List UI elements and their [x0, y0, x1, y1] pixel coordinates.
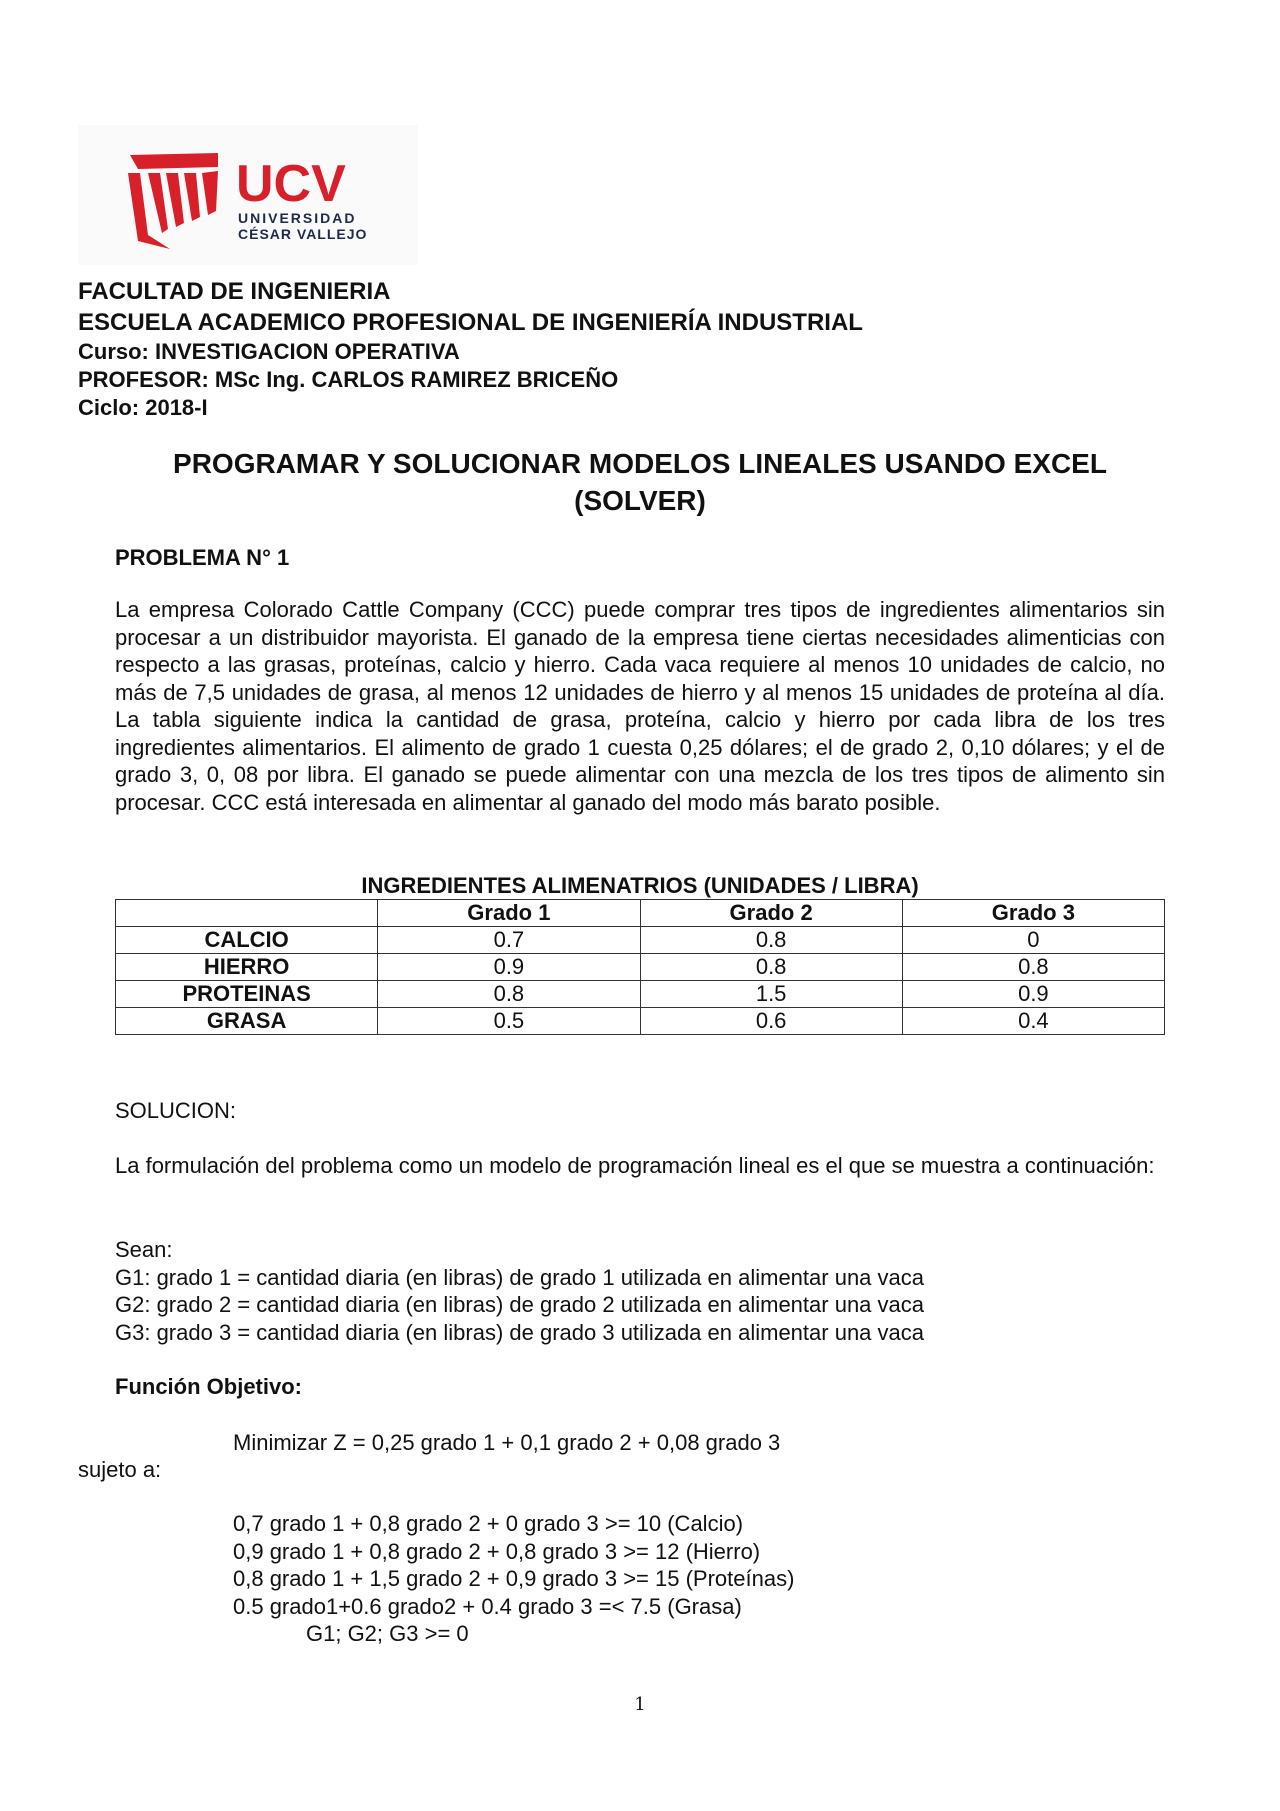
table-header-row [116, 900, 1165, 927]
table-cell: 0.9 [902, 981, 1164, 1008]
constraint-grasa: 0.5 grado1+0.6 grado2 + 0.4 grado 3 =< 7.5 (Grasa) [233, 1593, 742, 1619]
logo-line1: UNIVERSIDAD [238, 210, 357, 226]
table-cell: 0.8 [378, 981, 640, 1008]
ucv-logo-graphic [78, 125, 418, 265]
school-heading: ESCUELA ACADEMICO PROFESIONAL DE INGENIERÍA INDUSTRIAL [78, 309, 863, 336]
problem-label: PROBLEMA N° 1 [115, 545, 290, 570]
table-header-cell: Grado 2 [640, 900, 902, 927]
variable-definitions [115, 1236, 924, 1346]
table-cell: 0.8 [640, 954, 902, 981]
cycle-line: Ciclo: 2018-I [78, 395, 208, 420]
table-cell: 0.9 [378, 954, 640, 981]
problem-text: La empresa Colorado Cattle Company (CCC) puede comprar tres tipos de ingredientes alimentarios sin procesar a un distribuidor mayorista. El ganado de la empresa tiene ciertas necesidades alimenticias con respecto a las grasas, proteínas, calcio y hierro. Cada vaca requiere al menos 10 unidades de calcio, no más de 7,5 unidades de grasa, al menos 12 unidades de hierro y al menos 15 unidades de proteína al día. La tabla siguiente indica la cantidad de grasa, proteína, calcio y hierro por cada libra de los tres ingredientes alimentarios. El alimento de grado 1 cuesta 0,25 dólares; el de grado 2, 0,10 dólares; y el de grado 3, 0, 08 por libra. El ganado se puede alimentar con una mezcla de los tres tipos de alimento sin procesar. CCC está interesada en alimentar al ganado del modo más barato posible. [115, 597, 1165, 815]
logo-acronym: UCV [236, 155, 346, 213]
constraint-proteinas: 0,8 grado 1 + 1,5 grado 2 + 0,9 grado 3 >= 15 (Proteínas) [233, 1566, 795, 1591]
solution-label: SOLUCION: [115, 1098, 237, 1123]
row-label: HIERRO [116, 954, 378, 981]
definitions-intro: Sean: [115, 1237, 173, 1262]
objective-function: Minimizar Z = 0,25 grado 1 + 0,1 grado 2 + 0,08 grado 3 [233, 1430, 781, 1455]
page-title [115, 445, 1165, 519]
page-number: 1 [634, 1694, 646, 1715]
row-label: GRASA [116, 1008, 378, 1035]
table-cell: 0.7 [378, 927, 640, 954]
constraint-nonnegativity: G1; G2; G3 >= 0 [306, 1621, 469, 1646]
constraint-calcio: 0,7 grado 1 + 0,8 grado 2 + 0 grado 3 >= 10 (Calcio) [233, 1511, 744, 1536]
row-label: CALCIO [116, 927, 378, 954]
table-cell: 0.4 [902, 1008, 1164, 1035]
row-label: PROTEINAS [116, 981, 378, 1008]
objective-label: Función Objetivo: [115, 1374, 302, 1399]
title-line-1: PROGRAMAR Y SOLUCIONAR MODELOS LINEALES USANDO EXCEL [173, 448, 1107, 479]
table-row [116, 954, 1165, 981]
definition-g3: G3: grado 3 = cantidad diaria (en libras) de grado 3 utilizada en alimentar una vaca [115, 1319, 924, 1345]
ucv-logo [78, 125, 418, 265]
table-cell: 0.8 [640, 927, 902, 954]
faculty-heading: FACULTAD DE INGENIERIA [78, 278, 391, 305]
constraint-hierro: 0,9 grado 1 + 0,8 grado 2 + 0,8 grado 3 >= 12 (Hierro) [233, 1538, 761, 1564]
table-cell: 0 [902, 927, 1164, 954]
constraints [233, 1510, 794, 1648]
table-cell: 0.8 [902, 954, 1164, 981]
table-title: INGREDIENTES ALIMENATRIOS (UNIDADES / LIBRA) [361, 873, 919, 898]
table-header-cell: Grado 1 [378, 900, 640, 927]
definition-g2: G2: grado 2 = cantidad diaria (en libras) de grado 2 utilizada en alimentar una vaca [115, 1292, 924, 1317]
subject-to-label: sujeto a: [78, 1457, 162, 1482]
ingredients-table [115, 899, 1165, 1035]
table-cell: 1.5 [640, 981, 902, 1008]
document-header [78, 276, 863, 422]
table-row [116, 1008, 1165, 1035]
table-header-cell: Grado 3 [902, 900, 1164, 927]
title-line-2: (SOLVER) [574, 485, 706, 516]
table-header-cell [116, 900, 378, 927]
table-row [116, 981, 1165, 1008]
professor-line: PROFESOR: MSc Ing. CARLOS RAMIREZ BRICEÑO [78, 367, 619, 392]
table-cell: 0.6 [640, 1008, 902, 1035]
formulation-text: La formulación del problema como un modelo de programación lineal es el que se muestra a continuación: [115, 1153, 1155, 1178]
logo-line2: CÉSAR VALLEJO [238, 226, 368, 242]
table-cell: 0.5 [378, 1008, 640, 1035]
course-line: Curso: INVESTIGACION OPERATIVA [78, 339, 460, 364]
table-row [116, 927, 1165, 954]
definition-g1: G1: grado 1 = cantidad diaria (en libras) de grado 1 utilizada en alimentar una vaca [115, 1264, 924, 1290]
